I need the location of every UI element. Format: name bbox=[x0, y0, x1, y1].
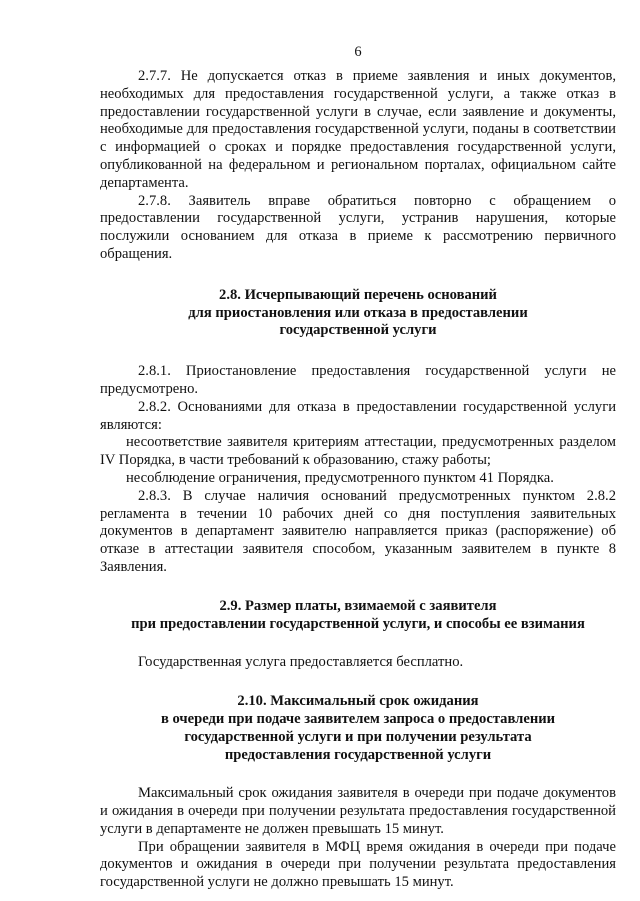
section-heading-2-10 bbox=[100, 693, 616, 764]
heading-line: для приостановления или отказа в предоставлении bbox=[188, 304, 528, 321]
paragraph-2-8-1: 2.8.1. Приостановление предоставления государственной услуги не предусмотрено. bbox=[100, 363, 616, 397]
list-item: несоблюдение ограничения, предусмотренного пунктом 41 Порядка. bbox=[126, 469, 554, 486]
paragraph-2-10-queue-department: Максимальный срок ожидания заявителя в очереди при подаче документов и ожидания в очереди при получении результата предоставления государственной услуги в департаменте не должен превышать 15 минут. bbox=[100, 785, 616, 837]
list-item: несоответствие заявителя критериям аттестации, предусмотренных разделом IV Порядка, в части требований к образованию, стажу работы; bbox=[100, 434, 616, 469]
heading-line: 2.8. Исчерпывающий перечень оснований bbox=[219, 286, 497, 303]
paragraph-2-8-3: 2.8.3. В случае наличия оснований предусмотренных пунктом 2.8.2 регламента в течении 10 рабочих дней со дня поступления заявительных документов в департамент заявителю направляется приказ (распоряжение) об отказе в аттестации заявителя способом, указанным заявителем в пункте 8 Заявления. bbox=[100, 487, 616, 575]
paragraph-2-7-8: 2.7.8. Заявитель вправе обратиться повторно с обращением о предоставлении государственной услуги, устранив нарушения, которые послужили основанием для отказа в приеме к рассмотрению первичного обращения. bbox=[100, 192, 616, 262]
heading-line: при предоставлении государственной услуги, и способы ее взимания bbox=[131, 615, 585, 632]
heading-line: государственной услуги и при получении результата bbox=[184, 728, 532, 745]
heading-line: в очереди при подаче заявителем запроса о предоставлении bbox=[160, 710, 556, 727]
document-body bbox=[100, 68, 616, 892]
page-number: 6 bbox=[354, 44, 362, 60]
paragraph-2-9: Государственная услуга предоставляется бесплатно. bbox=[138, 654, 464, 671]
section-heading-2-9 bbox=[100, 598, 616, 634]
paragraph-2-7-7: 2.7.7. Не допускается отказ в приеме заявления и иных документов, необходимых для предоставления государственной услуги, а также отказ в предоставлении государственной услуги в случае, если заявление и документы, необходимые для предоставления государственной услуги, поданы в соответствии с информацией о сроках и порядке предоставления государственной услуги, опубликованной на федеральном и региональном порталах, официальном сайте департамента. bbox=[100, 68, 616, 191]
heading-line: предоставления государственной услуги bbox=[224, 746, 492, 763]
heading-line: 2.9. Размер платы, взимаемой с заявителя bbox=[219, 597, 497, 614]
heading-line: 2.10. Максимальный срок ожидания bbox=[237, 693, 479, 710]
paragraph-2-8-2: 2.8.2. Основаниями для отказа в предоставлении государственной услуги являются: bbox=[100, 398, 616, 433]
heading-line: государственной услуги bbox=[279, 322, 437, 339]
section-heading-2-8 bbox=[100, 287, 616, 340]
paragraph-2-10-queue-mfc: При обращении заявителя в МФЦ время ожидания в очереди при подаче документов и ожидания в очереди при получении результата предоставления государственной услуги не должно превышать 15 минут. bbox=[100, 838, 616, 891]
